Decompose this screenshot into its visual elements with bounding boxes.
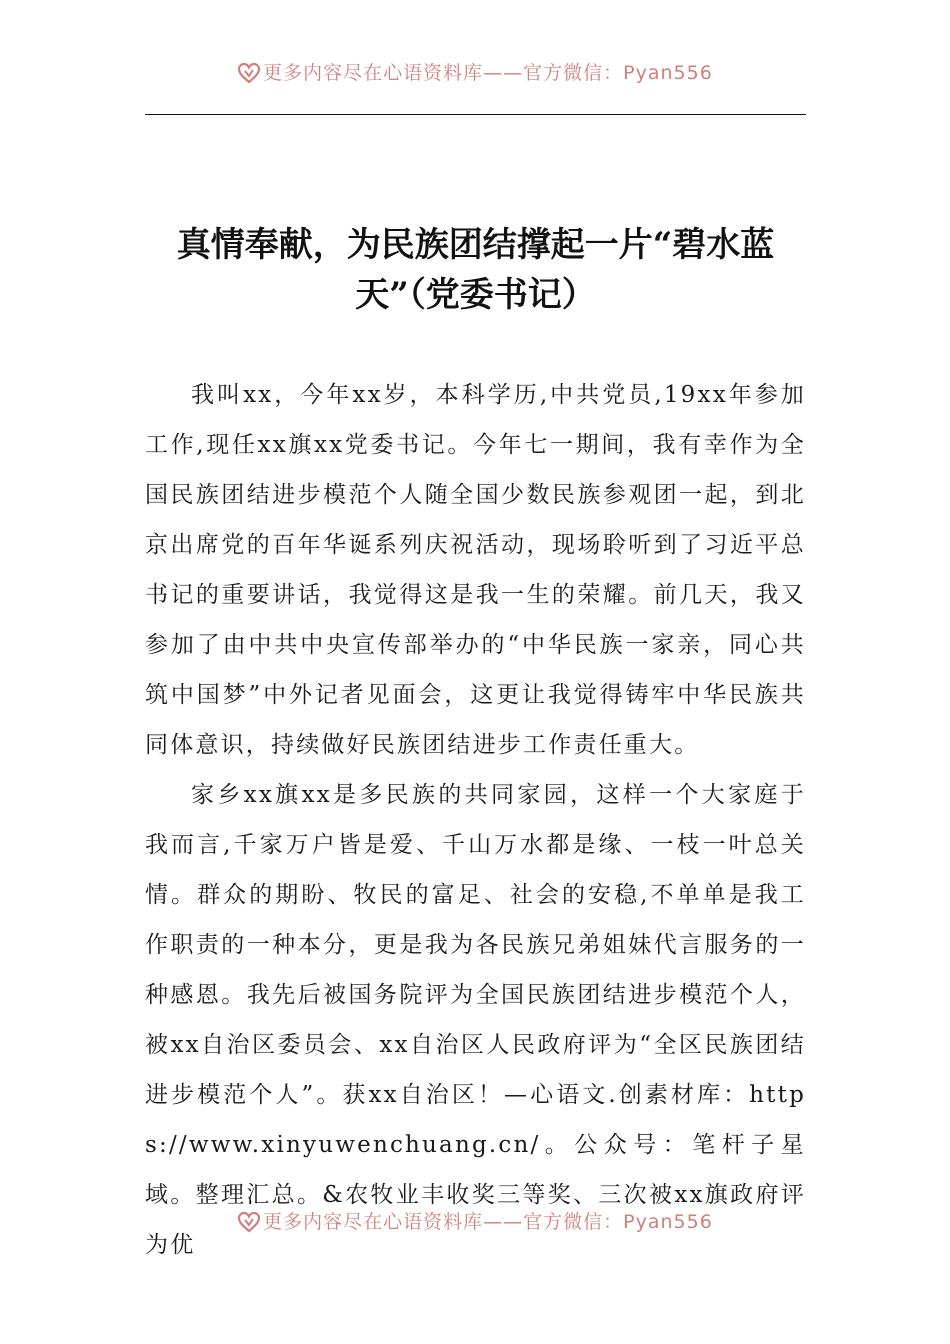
heart-logo-icon xyxy=(237,1211,261,1233)
footer-watermark xyxy=(0,1207,950,1234)
heart-logo-icon xyxy=(237,62,261,84)
header-divider xyxy=(145,114,806,115)
document-title: 真情奉献，为民族团结撑起一片“碧水蓝天”（党委书记） xyxy=(176,225,775,315)
paragraph-2: 家乡xx旗xx是多民族的共同家园，这样一个大家庭于我而言,千家万户皆是爱、千山万水都是缘、一枝一叶总关情。群众的期盼、牧民的富足、社会的安稳,不单单是我工作职责的一种本分，更是我为各民族兄弟姐妹代言服务的一种感恩。我先后被国务院评为全国民族团结进步模范个人，被xx自治区委员会、xx自治区人民政府评为“全区民族团结进步模范个人”。获xx自治区！—心语文.创素材库：https://www.xinyuwenchuang.cn/。公众号：笔杆子星域。整理汇总。&农牧业丰收奖三等奖、三次被xx旗政府评为优 xyxy=(145,782,806,1258)
header-watermark xyxy=(0,58,950,85)
paragraph-1: 我叫xx，今年xx岁，本科学历,中共党员,19xx年参加工作,现任xx旗xx党委书记。今年七一期间，我有幸作为全国民族团结进步模范个人随全国少数民族参观团一起，到北京出席党的百年华诞系列庆祝活动，现场聆听到了习近平总书记的重要讲话，我觉得这是我一生的荣耀。前几天，我又参加了由中共中央宣传部举办的“中华民族一家亲，同心共筑中国梦”中外记者见面会，这更让我觉得铸牢中华民族共同体意识，持续做好民族团结进步工作责任重大。 xyxy=(145,382,806,758)
header-watermark-text: 更多内容尽在心语资料库——官方微信：Pyan556 xyxy=(263,62,713,84)
document-body xyxy=(145,370,806,1270)
footer-watermark-text: 更多内容尽在心语资料库——官方微信：Pyan556 xyxy=(263,1211,713,1233)
